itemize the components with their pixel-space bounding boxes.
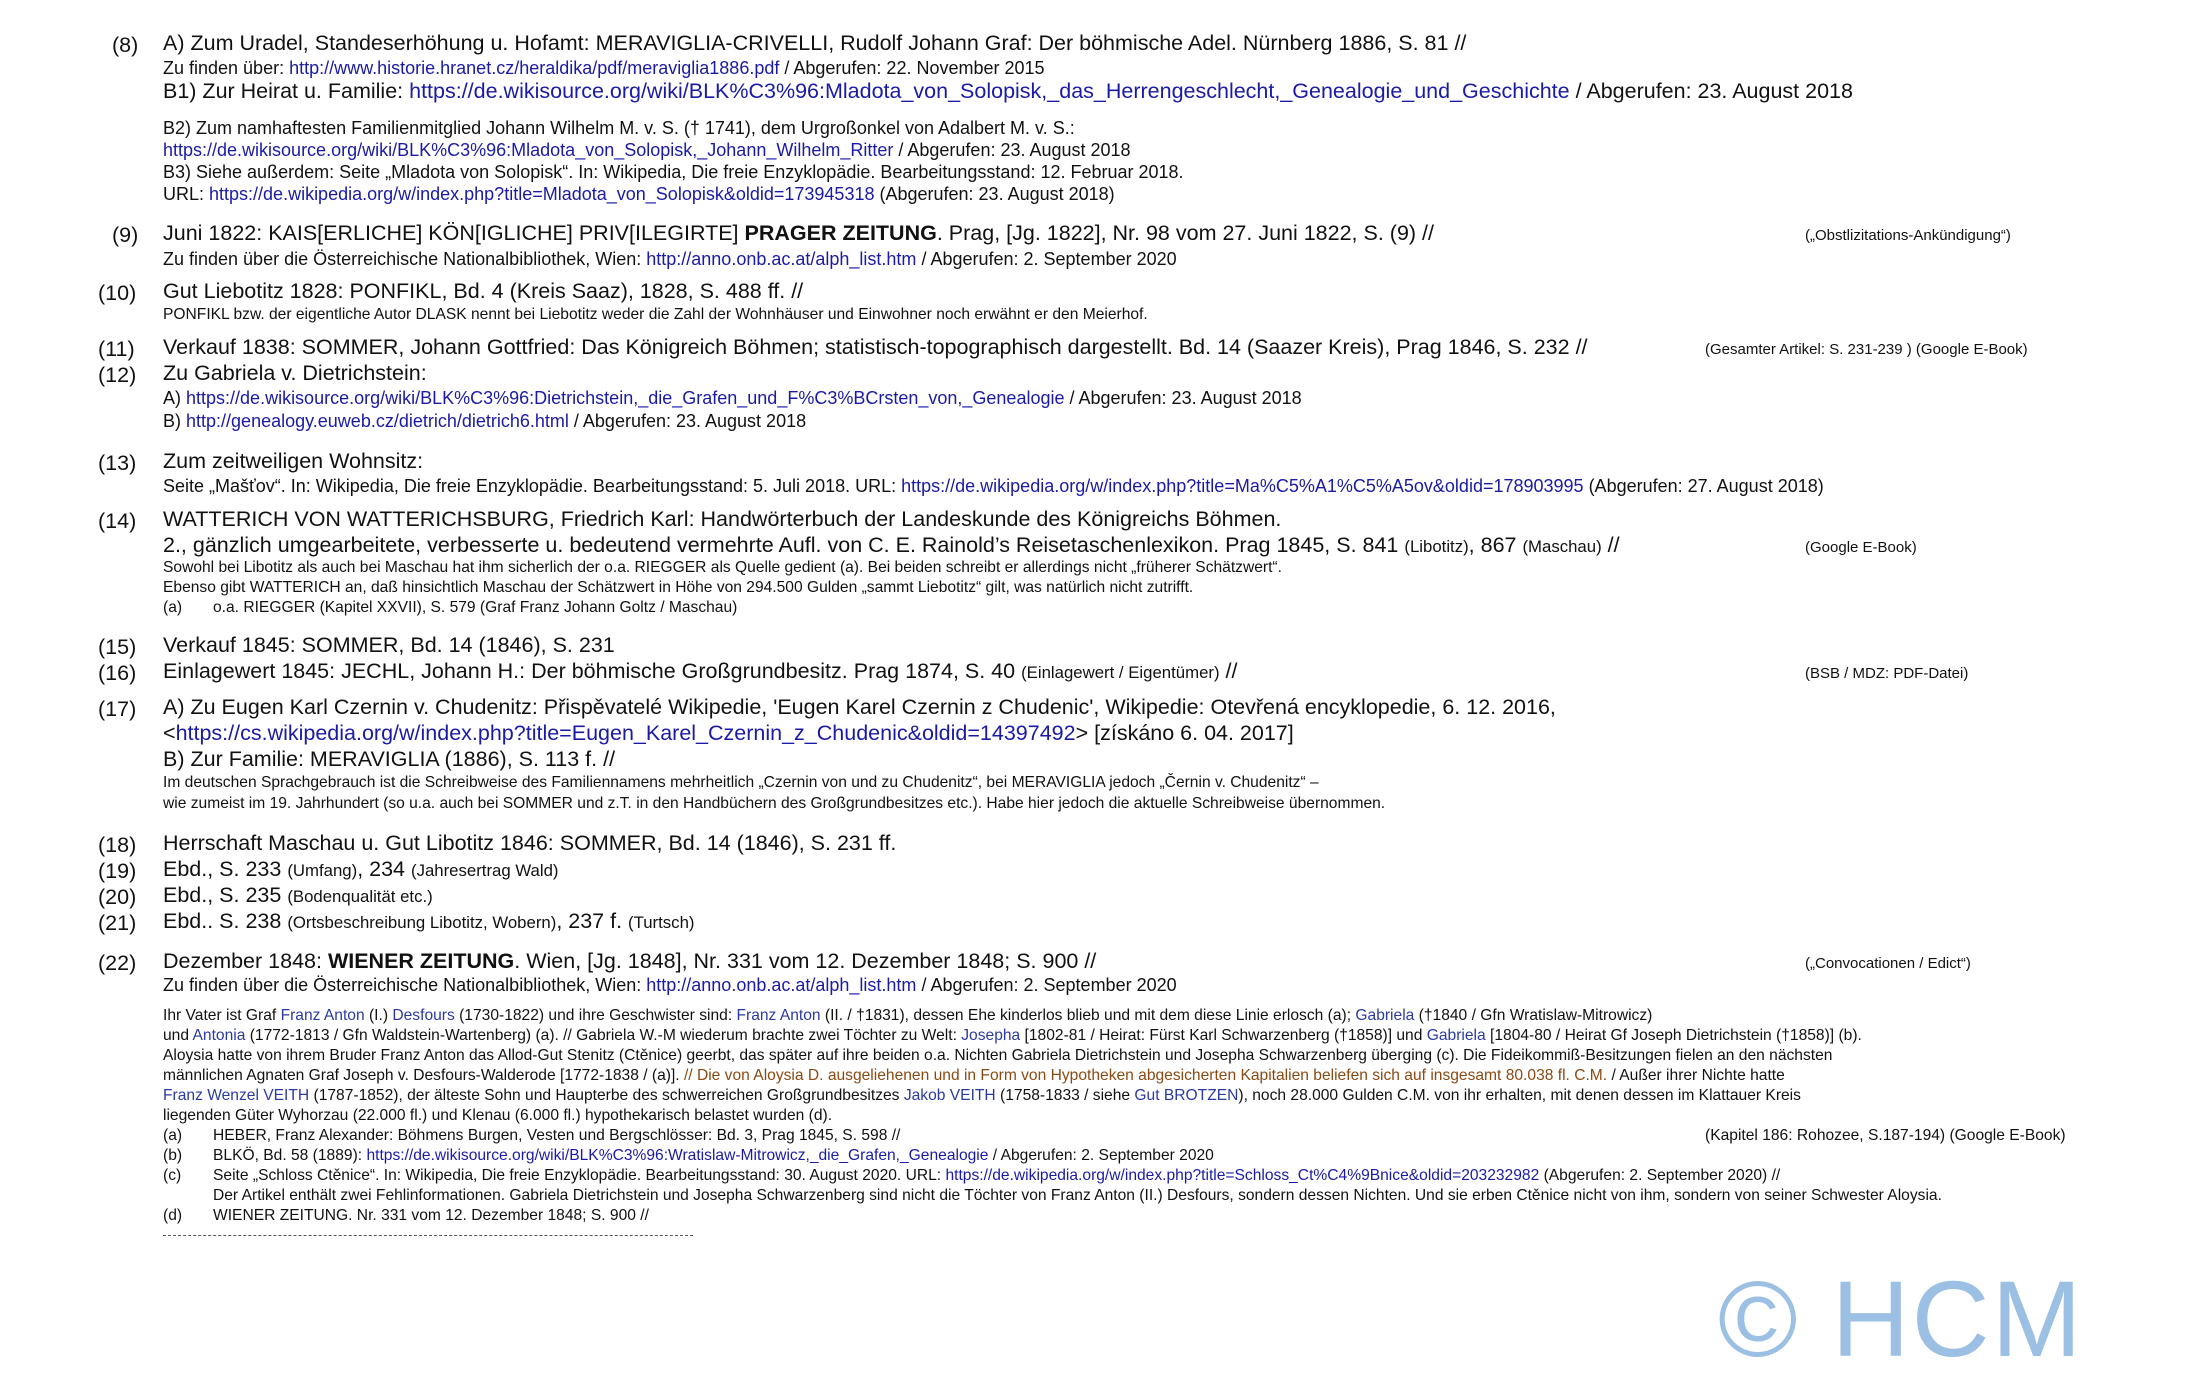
footnote-note: Sowohl bei Libotitz als auch bei Maschau hat ihm sicherlich der o.a. RIEGGER als Quelle gedient (a). Bei beiden schreibt er allerdings nicht „früherer Schätzwert“. xyxy=(163,559,1282,576)
footnote-note: Ihr Vater ist Graf Franz Anton (I.) Desfours (1730-1822) und ihre Geschwister sind: Franz Anton (II. / †1831), dessen Ehe kinderlos blieb und mit dem diese Linie erlosch (a); Gabriela (†1840 / Gfn Wratislaw-Mitrowicz) xyxy=(163,1007,1653,1024)
footnote-source-line: URL: https://de.wikipedia.org/w/index.php?title=Mladota_von_Solopisk&oldid=173945318 (Abgerufen: 23. August 2018) xyxy=(163,184,1115,204)
footnote-text: Verkauf 1845: SOMMER, Bd. 14 (1846), S. 231 xyxy=(163,633,615,657)
footnote-text: Herrschaft Maschau u. Gut Libotitz 1846: SOMMER, Bd. 14 (1846), S. 231 ff. xyxy=(163,831,897,855)
footnote-text: WATTERICH VON WATTERICHSBURG, Friedrich Karl: Handwörterbuch der Landeskunde des Königreichs Böhmen. xyxy=(163,507,1282,531)
footnote-number: (8) xyxy=(112,33,139,57)
footnote-text: Ebd., S. 233 (Umfang), 234 (Jahresertrag Wald) xyxy=(163,857,559,881)
footnote-note: Im deutschen Sprachgebrauch ist die Schreibweise des Familiennamens mehrheitlich „Czernin von und zu Chudenitz“, bei MERAVIGLIA jedoch „Černin v. Chudenitz“ – xyxy=(163,774,1319,791)
estate-link[interactable]: Gut BROTZEN xyxy=(1134,1087,1239,1104)
footnote-note: Der Artikel enthält zwei Fehlinformationen. Gabriela Dietrichstein und Josepha Schwarzenberg sind nicht die Töchter von Franz Anton (II.) Desfours, sondern dessen Nichten. Und sie erben Ctěnice nicht von ihm, sondern von seiner Schwester Aloysia. xyxy=(213,1187,1942,1204)
footnote-note: HEBER, Franz Alexander: Böhmens Burgen, Vesten und Bergschlösser: Bd. 3, Prag 1845, S. 598 // xyxy=(213,1127,901,1144)
footnote-number: (11) xyxy=(98,337,135,361)
footnote-note: Ebenso gibt WATTERICH an, daß hinsichtlich Maschau der Schätzwert in Höhe von 294.500 Gulden „sammt Liebotitz“ gilt, was natürlich nicht zutrifft. xyxy=(163,579,1194,596)
source-link[interactable]: http://anno.onb.ac.at/alph_list.htm xyxy=(646,975,917,995)
person-link[interactable]: Josepha xyxy=(961,1027,1021,1044)
footnote-remark: („Obstlizitations-Ankündigung“) xyxy=(1805,227,2011,244)
footnote-text: Dezember 1848: WIENER ZEITUNG. Wien, [Jg. 1848], Nr. 331 vom 12. Dezember 1848; S. 900 // xyxy=(163,949,1097,973)
footnote-text: B2) Zum namhaftesten Familienmitglied Johann Wilhelm M. v. S. († 1741), dem Urgroßonkel von Adalbert M. v. S.: xyxy=(163,118,1075,138)
footnote-text: B) Zur Familie: MERAVIGLIA (1886), S. 113 f. // xyxy=(163,747,616,771)
subnote-label: (c) xyxy=(163,1167,182,1184)
footnote-source-line: BLKÖ, Bd. 58 (1889): https://de.wikisource.org/wiki/BLK%C3%96:Wratislaw-Mitrowicz,_die_Grafen,_Genealogie / Abgerufen: 2. September 2020 xyxy=(213,1147,1214,1164)
footnote-number: (18) xyxy=(98,833,137,857)
person-link[interactable]: Jakob VEITH xyxy=(903,1087,996,1104)
footnote-text: Zu Gabriela v. Dietrichstein: xyxy=(163,361,427,385)
copyright-watermark: © HCM xyxy=(1718,1258,2084,1379)
person-link[interactable]: Desfours xyxy=(392,1007,455,1024)
footnote-number: (19) xyxy=(98,859,137,883)
footnote-source-line: B) http://genealogy.euweb.cz/dietrich/dietrich6.html / Abgerufen: 23. August 2018 xyxy=(163,411,807,431)
person-link[interactable]: Gabriela xyxy=(1355,1007,1415,1024)
footnote-text: 2., gänzlich umgearbeitete, verbesserte u. bedeutend vermehrte Aufl. von C. E. Rainold’s Reisetaschenlexikon. Prag 1845, S. 841 (Libotitz), 867 (Maschau) // xyxy=(163,533,1620,557)
subnote-label: (d) xyxy=(163,1207,183,1224)
footnote-number: (14) xyxy=(98,509,137,533)
footnote-source-line: https://de.wikisource.org/wiki/BLK%C3%96:Mladota_von_Solopisk,_Johann_Wilhelm_Ritter / Abgerufen: 23. August 2018 xyxy=(163,140,1131,160)
footnote-source-line: Zu finden über die Österreichische Nationalbibliothek, Wien: http://anno.onb.ac.at/alph_list.htm / Abgerufen: 2. September 2020 xyxy=(163,975,1177,995)
footnote-source-line: <https://cs.wikipedia.org/w/index.php?title=Eugen_Karel_Czernin_z_Chudenic&oldid=14397492> [získáno 6. 04. 2017] xyxy=(163,721,1294,745)
footnote-source-line: Seite „Mašťov“. In: Wikipedia, Die freie Enzyklopädie. Bearbeitungsstand: 5. Juli 2018. URL: https://de.wikipedia.org/w/index.php?title=Ma%C5%A1%C5%A5ov&oldid=178903995 (Abgerufen: 27. August 2018) xyxy=(163,476,1824,496)
footnote-note: WIENER ZEITUNG. Nr. 331 vom 12. Dezember 1848; S. 900 // xyxy=(213,1207,649,1224)
person-link[interactable]: Antonia xyxy=(192,1027,246,1044)
footnote-remark: (Gesamter Artikel: S. 231-239 ) (Google E-Book) xyxy=(1705,341,2028,358)
footnote-text: Zum zeitweiligen Wohnsitz: xyxy=(163,449,424,473)
section-divider xyxy=(163,1235,693,1236)
footnote-remark: (BSB / MDZ: PDF-Datei) xyxy=(1805,665,1969,682)
footnote-remark: („Convocationen / Edict“) xyxy=(1805,955,1971,972)
footnote-remark: (Google E-Book) xyxy=(1805,539,1917,556)
source-link[interactable]: https://de.wikipedia.org/w/index.php?title=Schloss_Ct%C4%9Bnice&oldid=203232982 xyxy=(945,1167,1540,1184)
footnote-note: Aloysia hatte von ihrem Bruder Franz Anton das Allod-Gut Stenitz (Ctěnice) geerbt, das später auf ihre beiden o.a. Nichten Gabriela Dietrichstein und Josepha Schwarzenberg überging (c). Die Fideikommiß-Besitzungen fielen an den nächsten xyxy=(163,1047,1833,1064)
footnote-text: B3) Siehe außerdem: Seite „Mladota von Solopisk“. In: Wikipedia, Die freie Enzyklopädie. Bearbeitungsstand: 12. Februar 2018. xyxy=(163,162,1184,182)
source-link[interactable]: https://de.wikisource.org/wiki/BLK%C3%96:Wratislaw-Mitrowicz,_die_Grafen,_Genealogie xyxy=(366,1147,989,1164)
footnote-text: Verkauf 1838: SOMMER, Johann Gottfried: Das Königreich Böhmen; statistisch-topographisch dargestellt. Bd. 14 (Saazer Kreis), Prag 1846, S. 232 // xyxy=(163,335,1588,359)
person-link[interactable]: Franz Anton xyxy=(280,1007,365,1024)
footnote-note: Franz Wenzel VEITH (1787-1852), der älteste Sohn und Haupterbe des schwerreichen Großgrundbesitzes Jakob VEITH (1758-1833 / siehe Gut BROTZEN), noch 28.000 Gulden C.M. von ihr erhalten, mit denen dessen im Klattauer Kreis xyxy=(163,1087,1801,1104)
footnote-source-line: B1) Zur Heirat u. Familie: https://de.wikisource.org/wiki/BLK%C3%96:Mladota_von_Solopisk,_das_Herrengeschlecht,_Genealogie_und_Geschichte / Abgerufen: 23. August 2018 xyxy=(163,79,1853,103)
source-link[interactable]: https://de.wikisource.org/wiki/BLK%C3%96:Dietrichstein,_die_Grafen_und_F%C3%BCrsten_von,_Genealogie xyxy=(186,388,1065,408)
footnote-source-line: Zu finden über die Österreichische Nationalbibliothek, Wien: http://anno.onb.ac.at/alph_list.htm / Abgerufen: 2. September 2020 xyxy=(163,249,1177,269)
footnote-number: (22) xyxy=(98,951,137,975)
person-link[interactable]: Gabriela xyxy=(1426,1027,1486,1044)
source-link[interactable]: https://de.wikisource.org/wiki/BLK%C3%96:Mladota_von_Solopisk,_das_Herrengeschlecht,_Genealogie_und_Geschichte xyxy=(409,79,1570,103)
footnote-number: (17) xyxy=(98,697,137,721)
highlighted-remark: // Die von Aloysia D. ausgeliehenen und in Form von Hypotheken abgesicherten Kapitalien beliefen sich auf insgesamt 80.038 fl. C.M. xyxy=(683,1067,1608,1084)
footnote-note: liegenden Güter Wyhorzau (22.000 fl.) und Klenau (6.000 fl.) hypothekarisch belastet wurden (d). xyxy=(163,1107,833,1124)
subnote-label: (b) xyxy=(163,1147,183,1164)
source-link[interactable]: http://genealogy.euweb.cz/dietrich/dietrich6.html xyxy=(186,411,569,431)
source-link[interactable]: https://de.wikisource.org/wiki/BLK%C3%96:Mladota_von_Solopisk,_Johann_Wilhelm_Ritter xyxy=(163,140,894,160)
source-link[interactable]: https://de.wikipedia.org/w/index.php?title=Mladota_von_Solopisk&oldid=173945318 xyxy=(209,184,875,204)
source-link[interactable]: https://cs.wikipedia.org/w/index.php?title=Eugen_Karel_Czernin_z_Chudenic&oldid=14397492 xyxy=(175,721,1076,745)
footnote-note: wie zumeist im 19. Jahrhundert (so u.a. auch bei SOMMER und z.T. in den Handbüchern des Großgrundbesitzes etc.). Habe hier jedoch die aktuelle Schreibweise übernommen. xyxy=(163,795,1386,812)
footnote-text: Ebd., S. 235 (Bodenqualität etc.) xyxy=(163,883,433,907)
footnote-text: Ebd.. S. 238 (Ortsbeschreibung Libotitz, Wobern), 237 f. (Turtsch) xyxy=(163,909,695,933)
footnote-text: Einlagewert 1845: JECHL, Johann H.: Der böhmische Großgrundbesitz. Prag 1874, S. 40 (Einlagewert / Eigentümer) // xyxy=(163,659,1238,683)
person-link[interactable]: Franz Anton xyxy=(736,1007,821,1024)
footnote-number: (13) xyxy=(98,451,137,475)
footnote-number: (10) xyxy=(98,281,137,305)
footnote-source-line: Seite „Schloss Ctěnice“. In: Wikipedia, Die freie Enzyklopädie. Bearbeitungsstand: 30. August 2020. URL: https://de.wikipedia.org/w/index.php?title=Schloss_Ct%C4%9Bnice&oldid=203232982 (Abgerufen: 2. September 2020) // xyxy=(213,1167,1781,1184)
subnote-label: (a) xyxy=(163,599,183,616)
source-link[interactable]: http://www.historie.hranet.cz/heraldika/pdf/meraviglia1886.pdf xyxy=(289,58,780,78)
footnote-source-line: Zu finden über: http://www.historie.hranet.cz/heraldika/pdf/meraviglia1886.pdf / Abgerufen: 22. November 2015 xyxy=(163,58,1045,78)
footnote-number: (21) xyxy=(98,911,137,935)
footnote-text: Juni 1822: KAIS[ERLICHE] KÖN[IGLICHE] PRIV[ILEGIRTE] PRAGER ZEITUNG. Prag, [Jg. 1822], Nr. 98 vom 27. Juni 1822, S. (9) // xyxy=(163,221,1434,245)
footnote-note: männlichen Agnaten Graf Joseph v. Desfours-Walderode [1772-1838 / (a)]. // Die von Aloysia D. ausgeliehenen und in Form von Hypotheken abgesicherten Kapitalien beliefen sich auf insgesamt 80.038 fl. C.M. / Außer ihrer Nichte hatte xyxy=(163,1067,1785,1084)
subnote-label: (a) xyxy=(163,1127,183,1144)
footnote-text: A) Zu Eugen Karl Czernin v. Chudenitz: Přispěvatelé Wikipedie, 'Eugen Karel Czernin z Chudenic', Wikipedie: Otevřená encyklopedie, 6. 12. 2016, xyxy=(163,695,1556,719)
person-link[interactable]: Franz Wenzel VEITH xyxy=(163,1087,310,1104)
footnote-note: o.a. RIEGGER (Kapitel XXVII), S. 579 (Graf Franz Johann Goltz / Maschau) xyxy=(213,599,738,616)
footnote-text: A) Zum Uradel, Standeserhöhung u. Hofamt: MERAVIGLIA-CRIVELLI, Rudolf Johann Graf: Der böhmische Adel. Nürnberg 1886, S. 81 // xyxy=(163,31,1467,55)
footnote-source-line: A) https://de.wikisource.org/wiki/BLK%C3%96:Dietrichstein,_die_Grafen_und_F%C3%BCrsten_von,_Genealogie / Abgerufen: 23. August 2018 xyxy=(163,388,1302,408)
footnote-text: Gut Liebotitz 1828: PONFIKL, Bd. 4 (Kreis Saaz), 1828, S. 488 ff. // xyxy=(163,279,804,303)
footnote-number: (12) xyxy=(98,363,137,387)
footnote-number: (9) xyxy=(112,223,139,247)
source-link[interactable]: http://anno.onb.ac.at/alph_list.htm xyxy=(646,249,917,269)
footnote-number: (16) xyxy=(98,661,137,685)
footnote-note: PONFIKL bzw. der eigentliche Autor DLASK nennt bei Liebotitz weder die Zahl der Wohnhäuser und Einwohner noch erwähnt er den Meierhof. xyxy=(163,306,1148,323)
footnote-number: (15) xyxy=(98,635,137,659)
footnote-note: und Antonia (1772-1813 / Gfn Waldstein-Wartenberg) (a). // Gabriela W.-M wiederum brachte zwei Töchter zu Welt: Josepha [1802-81 / Heirat: Fürst Karl Schwarzenberg (†1858)] und Gabriela [1804-80 / Heirat Gf Joseph Dietrichstein (†1858)] (b). xyxy=(163,1027,1862,1044)
source-link[interactable]: https://de.wikipedia.org/w/index.php?title=Ma%C5%A1%C5%A5ov&oldid=178903995 xyxy=(901,476,1584,496)
footnote-number: (20) xyxy=(98,885,137,909)
footnote-remark: (Kapitel 186: Rohozee, S.187-194) (Google E-Book) xyxy=(1705,1127,2066,1144)
